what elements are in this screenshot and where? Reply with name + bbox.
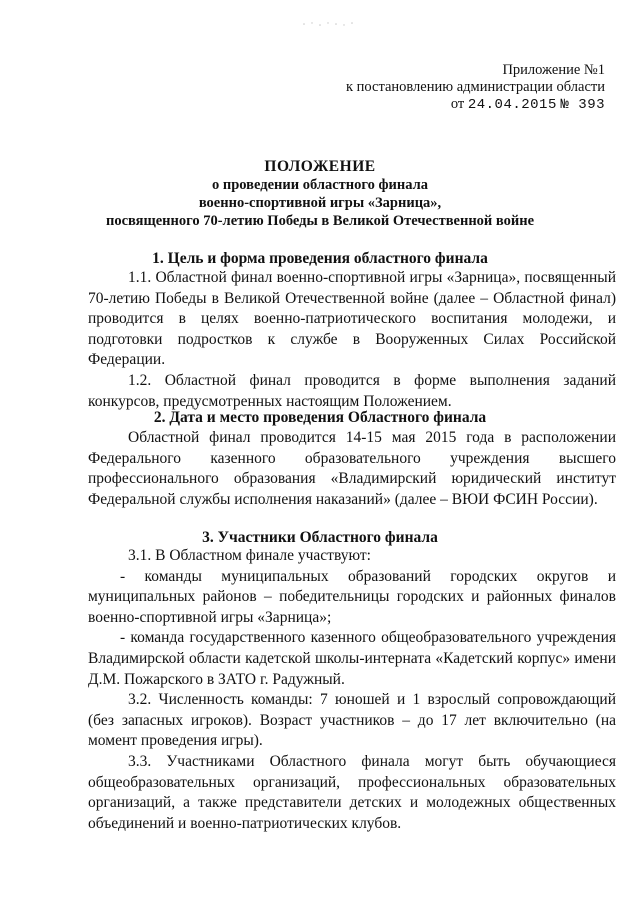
section-2-heading: 2. Дата и место проведения Областного финала bbox=[153, 409, 487, 426]
title-line-3: военно-спортивной игры «Зарница», bbox=[198, 195, 442, 211]
appendix-date: 24.04.2015 bbox=[467, 97, 557, 113]
paragraph-3-2: 3.2. Численность команды: 7 юношей и 1 взрослый сопровождающий (без запасных игроков). Возраст участников – до 17 лет включительно (на момент проведения игры). bbox=[88, 691, 616, 750]
appendix-number: Приложение №1 bbox=[502, 62, 605, 78]
section-3-body bbox=[88, 546, 616, 834]
section-1-body bbox=[88, 268, 616, 412]
paragraph-3-1-item-2: - команда государственного казенного общеобразовательного учреждения Владимирской области кадетской школы-интерната «Кадетский корпус» имени Д.М. Пожарского в ЗАТО г. Радужный. bbox=[88, 629, 616, 688]
section-1-heading: 1. Цель и форма проведения областного финала bbox=[152, 250, 488, 267]
appendix-date-prefix: от bbox=[450, 96, 465, 112]
appendix-block bbox=[346, 62, 605, 114]
document-title bbox=[0, 158, 640, 230]
scan-artifact bbox=[300, 18, 360, 32]
paragraph-2-1: Областной финал проводится 14-15 мая 2015 года в расположении Федерального казенного образовательного учреждения высшего профессионального образования «Владимирский юридический институт Федеральной службы исполнения наказаний» (далее – ВЮИ ФСИН России). bbox=[88, 429, 616, 508]
appendix-doc-number: № 393 bbox=[560, 97, 605, 113]
paragraph-3-1-item-1: - команды муниципальных образований городских округов и муниципальных районов – победительницы городских и районных финалов военно-спортивной игры «Зарница»; bbox=[88, 567, 616, 626]
paragraph-3-1: 3.1. В Областном финале участвуют: bbox=[128, 547, 371, 564]
paragraph-1-2: 1.2. Областной финал проводится в форме выполнения заданий конкурсов, предусмотренных настоящим Положением. bbox=[88, 371, 616, 410]
appendix-reference: к постановлению администрации области bbox=[345, 79, 605, 95]
section-3-heading: 3. Участники Областного финала bbox=[202, 529, 438, 546]
title-line-2: о проведении областного финала bbox=[211, 177, 428, 193]
title-line-4: посвященного 70-летию Победы в Великой Отечественной войне bbox=[105, 213, 535, 229]
appendix-date-line bbox=[346, 96, 605, 114]
section-2-body bbox=[88, 428, 616, 510]
title-main: ПОЛОЖЕНИЕ bbox=[264, 158, 376, 175]
paragraph-1-1: 1.1. Областной финал военно-спортивной игры «Зарница», посвященный 70-летию Победы в Великой Отечественной войне (далее – Областной финал) проводится в целях военно-патриотического воспитания молодежи, и подготовки подростков к службе в Вооруженных Силах Российской Федерации. bbox=[88, 269, 616, 369]
paragraph-3-3: 3.3. Участниками Областного финала могут быть обучающиеся общеобразовательных организаций, профессиональных образовательных организаций, а также представители детских и молодежных общественных объединений и военно-патриотических клубов. bbox=[88, 752, 616, 832]
